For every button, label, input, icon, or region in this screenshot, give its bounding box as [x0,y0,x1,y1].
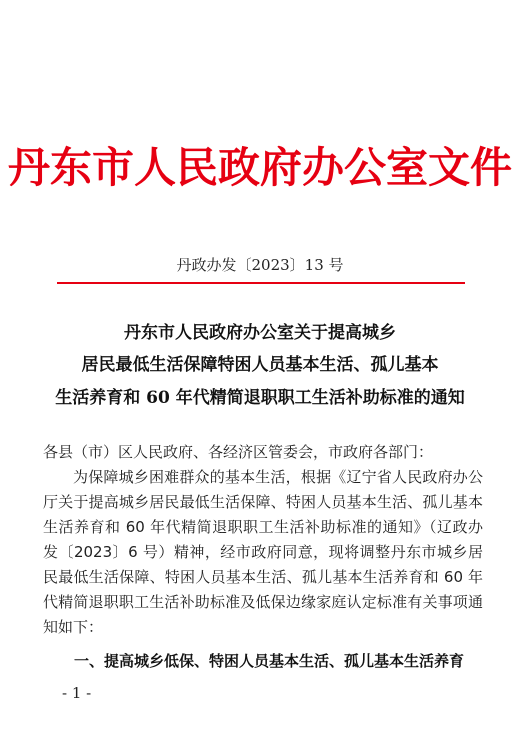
document-number: 丹政办发〔2023〕13 号 [176,256,344,274]
page-number: - 1 - [62,684,92,702]
document-masthead: 丹东市人民政府办公室文件 [7,143,512,192]
section-heading: 一、提高城乡低保、特困人员基本生活、孤儿基本生活养育 [74,652,465,670]
addressee: 各县（市）区人民政府、各经济区管委会，市政府各部门： [43,443,434,461]
document-body [43,440,483,640]
title-line-3: 生活养育和 60 年代精简退职职工生活补助标准的通知 [55,388,465,408]
body-paragraph: 为保障城乡困难群众的基本生活，根据《辽宁省人民政府办公厅关于提高城乡居民最低生活保障、特困人员基本生活、孤儿基本生活养育和 60 年代精简退职职工生活补助标准的通知》（辽政办发〔2023〕6 号）精神，经市政府同意，现将调整丹东市城乡居民最低生活保障、特困人员基本生活、孤儿基本生活养育和 60 年代精简退职职工生活补助标准及低保边缘家庭认定标准有关事项通知如下： [43,468,483,636]
title-line-1: 丹东市人民政府办公室关于提高城乡 [124,323,396,343]
title-line-2: 居民最低生活保障特困人员基本生活、孤儿基本 [81,355,439,375]
red-divider-line [57,282,465,284]
